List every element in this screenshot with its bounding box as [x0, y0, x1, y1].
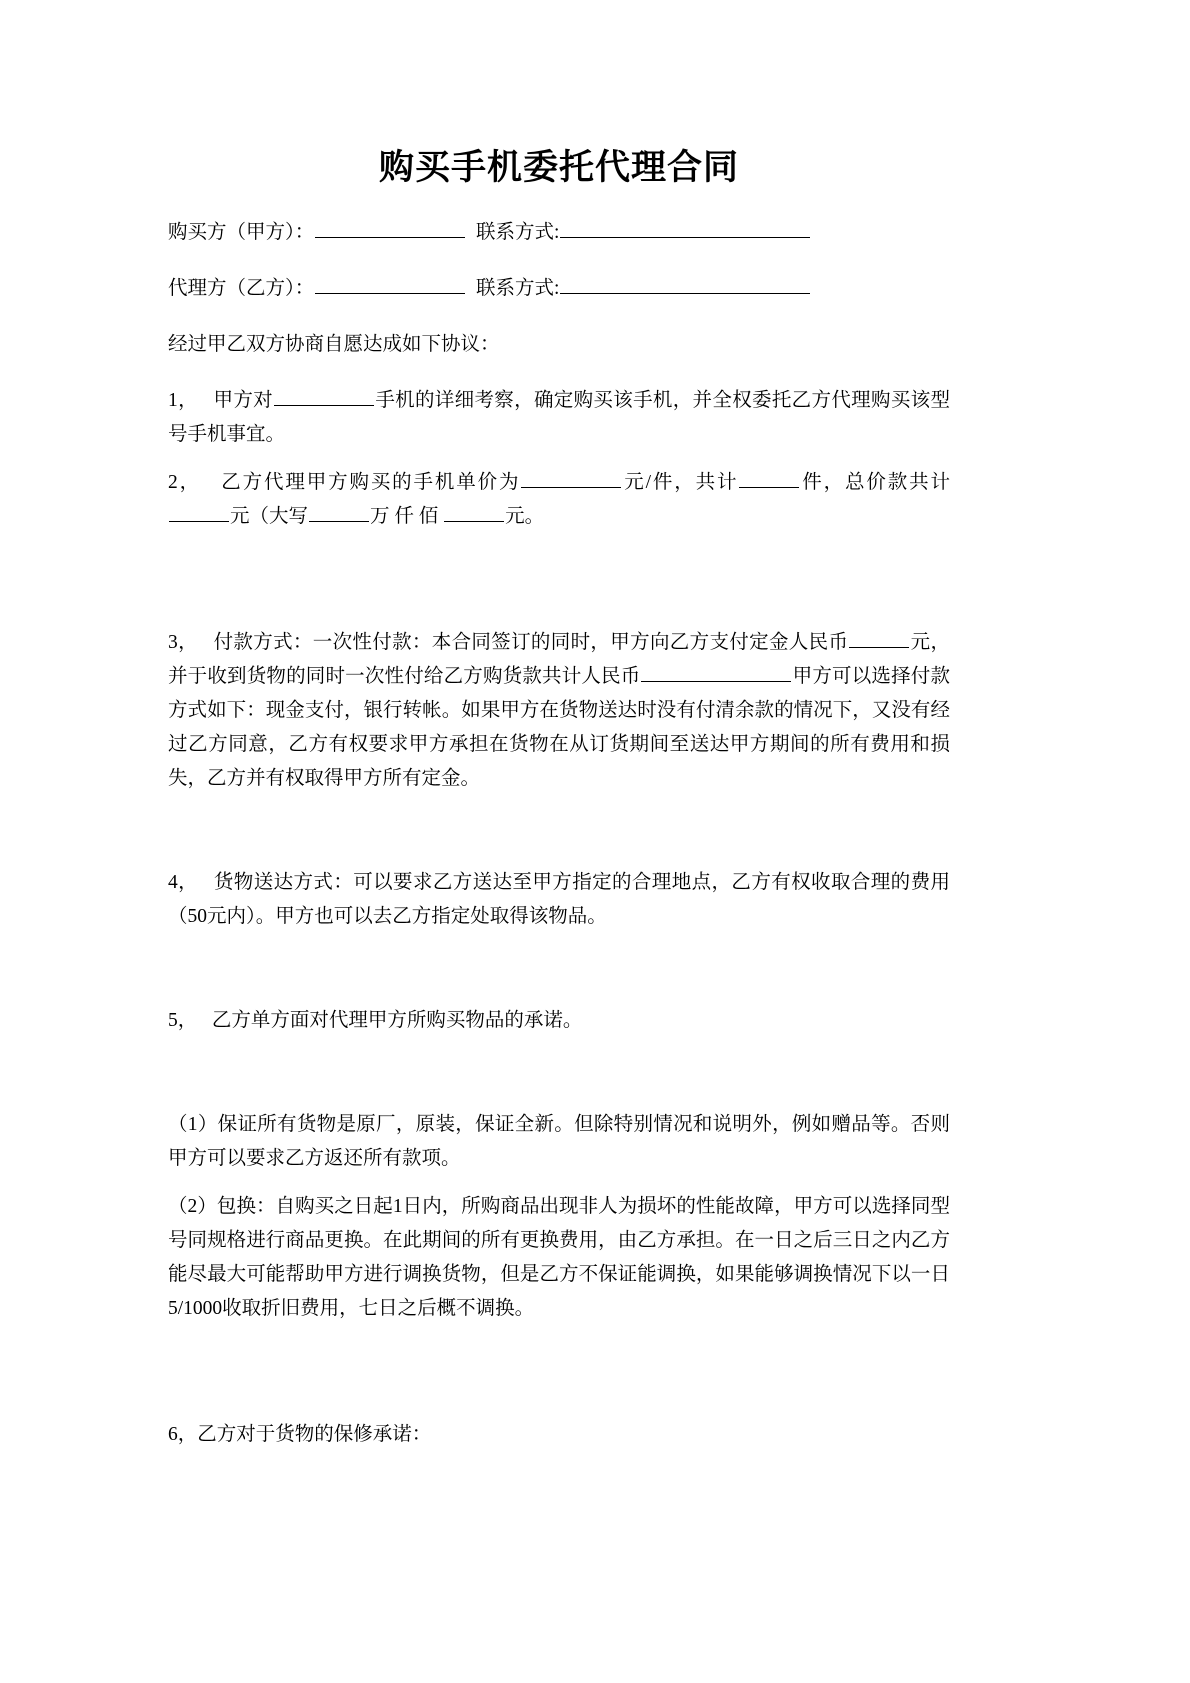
- clause-5-number: 5，: [168, 1009, 198, 1031]
- agent-contact-blank[interactable]: [560, 273, 810, 294]
- agent-contact-label: 联系方式:: [476, 277, 560, 299]
- buyer-label: 购买方（甲方）：: [168, 221, 315, 243]
- buyer-contact-label: 联系方式:: [476, 221, 560, 243]
- agent-party-line: [168, 272, 950, 306]
- clause-5: [168, 1004, 950, 1038]
- agent-label: 代理方（乙方）：: [168, 277, 315, 299]
- clause-2-quantity-blank[interactable]: [739, 467, 799, 488]
- spacer: [168, 452, 950, 466]
- clause-4-number: 4，: [168, 871, 199, 893]
- spacer: [168, 1176, 950, 1190]
- clause-3: [168, 626, 950, 796]
- clause-2-text-c: 件，总价款共计: [800, 471, 950, 493]
- clause-2-text-f: 元。: [505, 505, 545, 527]
- clause-6-number: 6，: [168, 1423, 198, 1445]
- clause-2-capital-wan-blank[interactable]: [309, 501, 369, 522]
- spacer: [168, 934, 950, 1004]
- spacer: [168, 306, 950, 328]
- clause-1: [168, 384, 950, 452]
- subitem-1: [168, 1108, 950, 1176]
- subitem-1-marker: （1）: [168, 1113, 218, 1135]
- clause-2-text-b: 元/件，共计: [622, 471, 739, 493]
- clause-6: [168, 1418, 950, 1452]
- page-title: 购买手机委托代理合同: [378, 148, 739, 187]
- clause-3-payment-blank[interactable]: [641, 661, 791, 682]
- preamble-paragraph: 经过甲乙双方协商自愿达成如下协议：: [168, 333, 500, 355]
- clause-1-text-a: 甲方对: [213, 389, 273, 411]
- clause-3-text-a: 付款方式：一次性付款：本合同签订的同时，甲方向乙方支付定金人民币: [213, 631, 849, 653]
- buyer-name-blank[interactable]: [315, 217, 465, 238]
- clause-3-deposit-blank[interactable]: [849, 627, 909, 648]
- spacer: [168, 362, 950, 384]
- document-content: [168, 146, 950, 1452]
- subitem-1-text: 保证所有货物是原厂，原装，保证全新。但除特别情况和说明外，例如赠品等。否则甲方可以要求乙方返还所有款项。: [168, 1113, 950, 1169]
- spacer: [168, 534, 950, 626]
- clause-4: [168, 866, 950, 934]
- subitem-2-marker: （2）: [168, 1195, 217, 1217]
- clause-2-unit-price-blank[interactable]: [521, 467, 621, 488]
- agent-name-blank[interactable]: [315, 273, 465, 294]
- clause-3-text-c: 甲方可以选择付款方式如下：现金支付，银行转帐。如果甲方在货物送达时没有付清余款的情况下，又没有经过乙方同意，乙方有权要求甲方承担在货物在从订货期间至送达甲方期间的所有费用和损失，乙方并有权取得甲方所有定金。: [168, 665, 950, 789]
- clause-3-text-b: 元，并于收到货物的同时一次性付给乙方购货款共计人民币: [168, 631, 950, 687]
- clause-2-capital-yuan-blank[interactable]: [444, 501, 504, 522]
- clause-2-text-e: 万 仟 佰: [370, 505, 444, 527]
- clause-3-number: 3，: [168, 631, 198, 653]
- buyer-party-line: [168, 216, 950, 250]
- clause-1-number: 1，: [168, 389, 198, 411]
- clause-6-text: 乙方对于货物的保修承诺：: [197, 1423, 432, 1445]
- clause-2-text-d: 元（大写: [230, 505, 309, 527]
- clause-2: [168, 466, 950, 534]
- clause-2-total-blank[interactable]: [169, 501, 229, 522]
- clause-1-text-b: 手机的详细考察，确定购买该手机，并全权委托乙方代理购买该型号手机事宜。: [168, 389, 950, 445]
- spacer: [168, 1326, 950, 1418]
- spacer: [168, 1038, 950, 1108]
- clause-1-model-blank[interactable]: [274, 385, 374, 406]
- clause-2-number: 2，: [168, 471, 201, 493]
- spacer: [168, 250, 950, 272]
- clause-4-text: 货物送达方式：可以要求乙方送达至甲方指定的合理地点，乙方有权收取合理的费用（50元内）。甲方也可以去乙方指定处取得该物品。: [168, 871, 950, 927]
- subitem-2: [168, 1190, 950, 1326]
- subitem-2-text: 包换：自购买之日起1日内，所购商品出现非人为损坏的性能故障，甲方可以选择同型号同规格进行商品更换。在此期间的所有更换费用，由乙方承担。在一日之后三日之内乙方能尽最大可能帮助甲方进行调换货物，但是乙方不保证能调换，如果能够调换情况下以一日5/1000收取折旧费用，七日之后概不调换。: [168, 1195, 950, 1319]
- clause-5-text: 乙方单方面对代理甲方所购买物品的承诺。: [211, 1009, 583, 1031]
- buyer-contact-blank[interactable]: [560, 217, 810, 238]
- spacer: [168, 796, 950, 866]
- clause-2-text-a: 乙方代理甲方购买的手机单价为: [221, 471, 521, 493]
